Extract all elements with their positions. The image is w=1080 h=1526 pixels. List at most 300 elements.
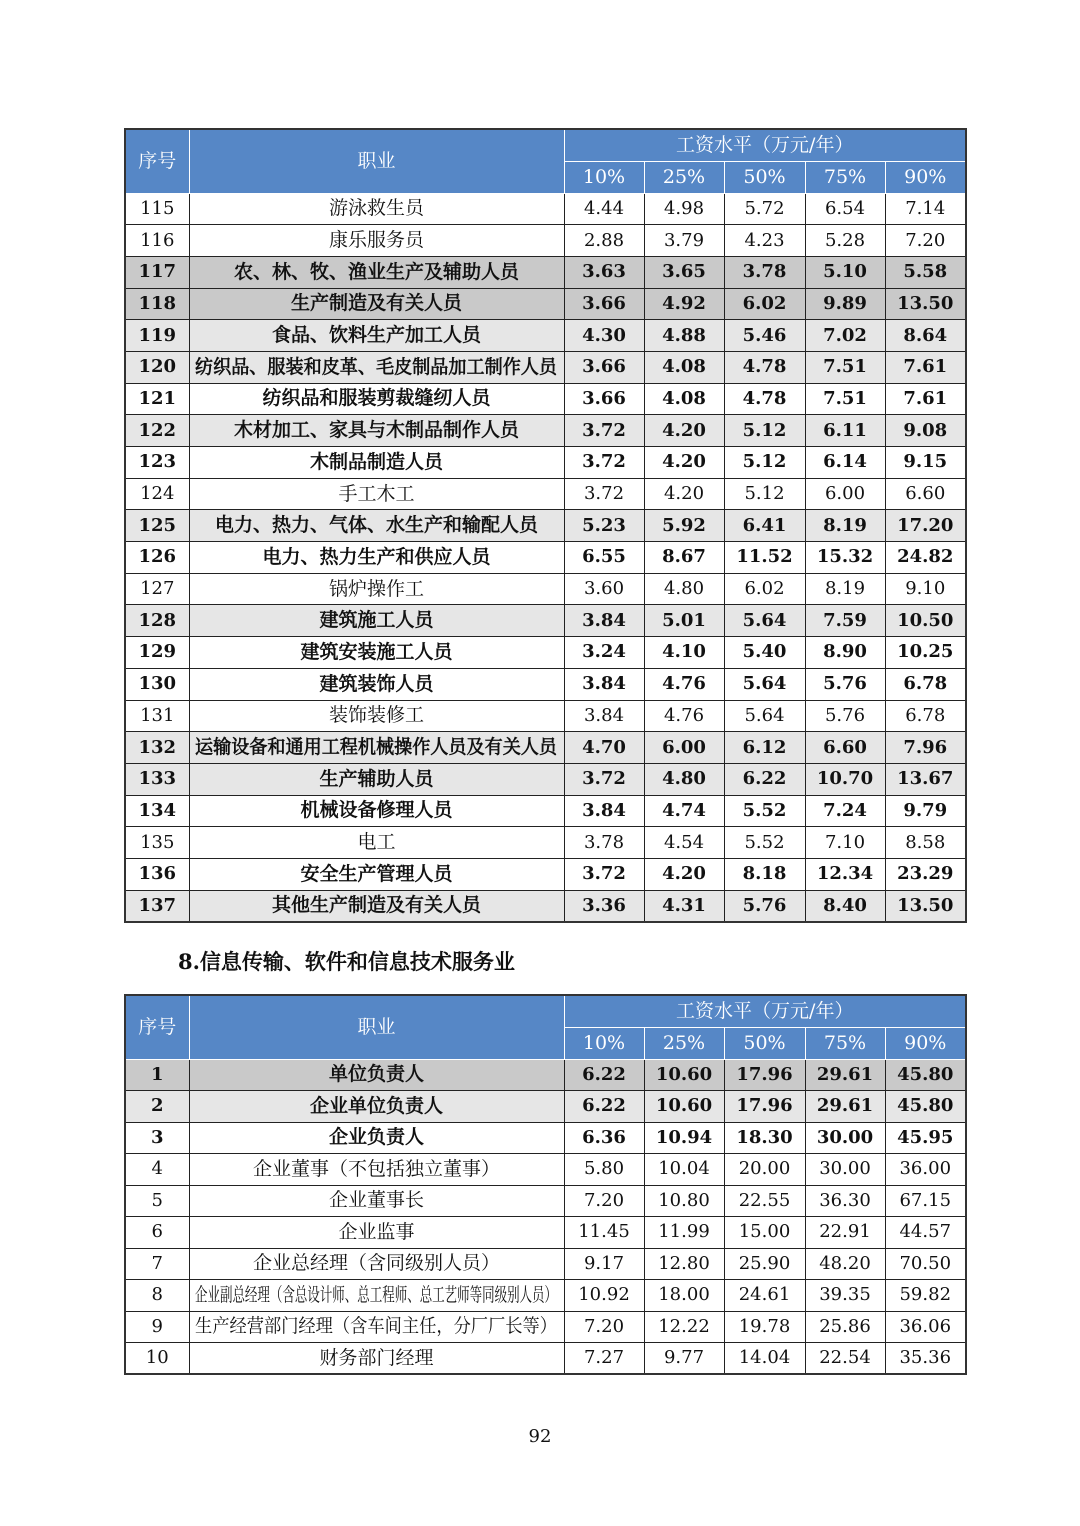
occupation-name: 企业董事长 xyxy=(328,1189,424,1212)
salary-p10: 4.70 xyxy=(564,732,644,764)
occupation-cell xyxy=(189,288,564,320)
occupation-name: 企业负责人 xyxy=(328,1126,424,1149)
salary-p10: 3.66 xyxy=(564,351,644,383)
row-index: 10 xyxy=(125,1343,189,1375)
header-occupation: 职业 xyxy=(189,995,564,1059)
salary-p50: 5.52 xyxy=(724,795,805,827)
salary-p90: 70.50 xyxy=(885,1248,966,1280)
salary-p90: 44.57 xyxy=(885,1217,966,1249)
salary-p90: 45.80 xyxy=(885,1091,966,1123)
salary-p50: 5.76 xyxy=(724,890,805,922)
row-index: 120 xyxy=(125,351,189,383)
salary-p10: 3.84 xyxy=(564,700,644,732)
salary-p75: 22.54 xyxy=(805,1343,885,1375)
salary-p10: 5.80 xyxy=(564,1154,644,1186)
occupation-cell xyxy=(189,890,564,922)
salary-p50: 15.00 xyxy=(724,1217,805,1249)
salary-p75: 9.89 xyxy=(805,288,885,320)
salary-p25: 4.76 xyxy=(644,668,724,700)
occupation-name: 康乐服务员 xyxy=(328,229,424,252)
occupation-name: 企业副总经理（含总设计师、总工程师、总工艺师等同级别人员） xyxy=(195,1283,558,1306)
salary-p50: 5.12 xyxy=(724,447,805,479)
salary-p75: 29.61 xyxy=(805,1059,885,1091)
salary-p75: 48.20 xyxy=(805,1248,885,1280)
table-header xyxy=(125,995,966,1059)
salary-p75: 7.02 xyxy=(805,320,885,352)
occupation-cell xyxy=(189,447,564,479)
salary-p90: 9.10 xyxy=(885,573,966,605)
salary-p90: 13.50 xyxy=(885,890,966,922)
salary-p90: 35.36 xyxy=(885,1343,966,1375)
salary-p90: 8.64 xyxy=(885,320,966,352)
row-index: 2 xyxy=(125,1091,189,1123)
table-header xyxy=(125,129,966,193)
salary-p50: 5.46 xyxy=(724,320,805,352)
salary-p75: 6.54 xyxy=(805,193,885,225)
occupation-name: 纺织品和服装剪裁缝纫人员 xyxy=(262,387,491,410)
row-index: 122 xyxy=(125,415,189,447)
salary-p75: 8.19 xyxy=(805,573,885,605)
header-p90: 90% xyxy=(885,1027,966,1059)
table-row xyxy=(125,1248,966,1280)
salary-p75: 39.35 xyxy=(805,1280,885,1312)
salary-p50: 11.52 xyxy=(724,542,805,574)
salary-p75: 30.00 xyxy=(805,1122,885,1154)
row-index: 124 xyxy=(125,478,189,510)
header-p75: 75% xyxy=(805,1027,885,1059)
salary-p90: 36.06 xyxy=(885,1311,966,1343)
table-row xyxy=(125,478,966,510)
table-row xyxy=(125,225,966,257)
salary-p10: 4.30 xyxy=(564,320,644,352)
occupation-cell xyxy=(189,383,564,415)
salary-p75: 6.00 xyxy=(805,478,885,510)
salary-p75: 7.24 xyxy=(805,795,885,827)
occupation-name: 生产辅助人员 xyxy=(319,767,434,790)
occupation-cell xyxy=(189,193,564,225)
occupation-name: 建筑施工人员 xyxy=(319,609,434,632)
row-index: 9 xyxy=(125,1311,189,1343)
salary-p10: 3.36 xyxy=(564,890,644,922)
table-row xyxy=(125,795,966,827)
salary-table-manufacturing xyxy=(124,128,967,923)
salary-p75: 6.14 xyxy=(805,447,885,479)
occupation-name: 机械设备修理人员 xyxy=(300,799,453,822)
salary-p25: 10.04 xyxy=(644,1154,724,1186)
occupation-cell xyxy=(189,1343,564,1375)
occupation-cell xyxy=(189,700,564,732)
header-occupation: 职业 xyxy=(189,129,564,193)
table-row xyxy=(125,383,966,415)
table-row xyxy=(125,1059,966,1091)
header-index: 序号 xyxy=(125,129,189,193)
salary-p75: 5.76 xyxy=(805,700,885,732)
occupation-cell xyxy=(189,1248,564,1280)
salary-p25: 10.60 xyxy=(644,1059,724,1091)
row-index: 131 xyxy=(125,700,189,732)
salary-p50: 5.12 xyxy=(724,415,805,447)
salary-p25: 10.80 xyxy=(644,1185,724,1217)
occupation-cell xyxy=(189,225,564,257)
occupation-cell xyxy=(189,732,564,764)
occupation-name: 运输设备和通用工程机械操作人员及有关人员 xyxy=(195,736,558,759)
salary-p25: 8.67 xyxy=(644,542,724,574)
table-row xyxy=(125,890,966,922)
header-p25: 25% xyxy=(644,161,724,193)
row-index: 5 xyxy=(125,1185,189,1217)
occupation-name: 手工木工 xyxy=(338,482,415,505)
salary-p90: 7.14 xyxy=(885,193,966,225)
salary-p75: 8.19 xyxy=(805,510,885,542)
salary-p90: 45.80 xyxy=(885,1059,966,1091)
salary-p90: 17.20 xyxy=(885,510,966,542)
salary-p75: 25.86 xyxy=(805,1311,885,1343)
occupation-cell xyxy=(189,637,564,669)
salary-p75: 5.76 xyxy=(805,668,885,700)
occupation-name: 游泳救生员 xyxy=(328,197,424,220)
salary-p75: 7.51 xyxy=(805,351,885,383)
occupation-cell xyxy=(189,415,564,447)
salary-p25: 4.08 xyxy=(644,351,724,383)
occupation-cell xyxy=(189,1217,564,1249)
salary-p75: 12.34 xyxy=(805,858,885,890)
salary-p10: 6.55 xyxy=(564,542,644,574)
salary-p90: 10.25 xyxy=(885,637,966,669)
table-row xyxy=(125,320,966,352)
table-row xyxy=(125,668,966,700)
row-index: 133 xyxy=(125,763,189,795)
salary-p50: 20.00 xyxy=(724,1154,805,1186)
occupation-cell xyxy=(189,573,564,605)
salary-p50: 4.23 xyxy=(724,225,805,257)
salary-p10: 5.23 xyxy=(564,510,644,542)
salary-p50: 22.55 xyxy=(724,1185,805,1217)
salary-p50: 8.18 xyxy=(724,858,805,890)
header-p10: 10% xyxy=(564,161,644,193)
occupation-name: 企业单位负责人 xyxy=(309,1094,443,1117)
row-index: 132 xyxy=(125,732,189,764)
salary-p25: 4.20 xyxy=(644,478,724,510)
occupation-name: 木制品制造人员 xyxy=(309,450,443,473)
salary-p90: 6.78 xyxy=(885,700,966,732)
salary-p25: 9.77 xyxy=(644,1343,724,1375)
occupation-name: 企业总经理（含同级别人员） xyxy=(252,1252,500,1275)
section-title: 8.信息传输、软件和信息技术服务业 xyxy=(178,949,515,974)
salary-p25: 4.08 xyxy=(644,383,724,415)
salary-p25: 10.94 xyxy=(644,1122,724,1154)
row-index: 135 xyxy=(125,827,189,859)
occupation-name: 木材加工、家具与木制品制作人员 xyxy=(233,419,519,442)
row-index: 128 xyxy=(125,605,189,637)
table-row xyxy=(125,1122,966,1154)
row-index: 125 xyxy=(125,510,189,542)
salary-p90: 5.58 xyxy=(885,256,966,288)
salary-p50: 17.96 xyxy=(724,1091,805,1123)
salary-p10: 3.84 xyxy=(564,795,644,827)
page-number: 92 xyxy=(528,1426,552,1447)
table-row xyxy=(125,1311,966,1343)
salary-p25: 4.98 xyxy=(644,193,724,225)
salary-p25: 6.00 xyxy=(644,732,724,764)
header-salary-level: 工资水平（万元/年） xyxy=(564,995,966,1027)
salary-p90: 8.58 xyxy=(885,827,966,859)
salary-p90: 13.50 xyxy=(885,288,966,320)
table-row xyxy=(125,573,966,605)
salary-p10: 9.17 xyxy=(564,1248,644,1280)
salary-p25: 12.22 xyxy=(644,1311,724,1343)
salary-p50: 6.02 xyxy=(724,573,805,605)
row-index: 134 xyxy=(125,795,189,827)
salary-p75: 8.40 xyxy=(805,890,885,922)
row-index: 4 xyxy=(125,1154,189,1186)
salary-p50: 6.12 xyxy=(724,732,805,764)
salary-p10: 3.66 xyxy=(564,288,644,320)
occupation-cell xyxy=(189,256,564,288)
salary-p75: 22.91 xyxy=(805,1217,885,1249)
salary-p90: 67.15 xyxy=(885,1185,966,1217)
row-index: 1 xyxy=(125,1059,189,1091)
table-row xyxy=(125,1154,966,1186)
occupation-cell xyxy=(189,351,564,383)
salary-p25: 4.31 xyxy=(644,890,724,922)
salary-p50: 6.41 xyxy=(724,510,805,542)
occupation-cell xyxy=(189,1280,564,1312)
salary-p90: 45.95 xyxy=(885,1122,966,1154)
salary-p50: 5.72 xyxy=(724,193,805,225)
salary-p10: 3.78 xyxy=(564,827,644,859)
occupation-name: 生产制造及有关人员 xyxy=(290,292,462,315)
salary-p90: 9.15 xyxy=(885,447,966,479)
table-row xyxy=(125,605,966,637)
occupation-cell xyxy=(189,605,564,637)
salary-p25: 4.92 xyxy=(644,288,724,320)
table-row xyxy=(125,193,966,225)
salary-p50: 3.78 xyxy=(724,256,805,288)
table-row xyxy=(125,763,966,795)
occupation-cell xyxy=(189,1154,564,1186)
header-salary-level: 工资水平（万元/年） xyxy=(564,129,966,161)
salary-p10: 3.66 xyxy=(564,383,644,415)
salary-p10: 3.60 xyxy=(564,573,644,605)
occupation-cell xyxy=(189,858,564,890)
table-row xyxy=(125,1280,966,1312)
salary-p25: 4.20 xyxy=(644,415,724,447)
header-p90: 90% xyxy=(885,161,966,193)
salary-p90: 7.96 xyxy=(885,732,966,764)
salary-p10: 6.22 xyxy=(564,1091,644,1123)
salary-p75: 36.30 xyxy=(805,1185,885,1217)
salary-p10: 3.84 xyxy=(564,605,644,637)
row-index: 123 xyxy=(125,447,189,479)
occupation-name: 装饰装修工 xyxy=(328,704,424,727)
salary-p50: 5.40 xyxy=(724,637,805,669)
salary-p10: 3.72 xyxy=(564,763,644,795)
salary-p10: 3.84 xyxy=(564,668,644,700)
salary-p50: 5.64 xyxy=(724,700,805,732)
salary-p50: 17.96 xyxy=(724,1059,805,1091)
row-index: 127 xyxy=(125,573,189,605)
salary-p10: 4.44 xyxy=(564,193,644,225)
salary-p75: 8.90 xyxy=(805,637,885,669)
table-row xyxy=(125,1343,966,1375)
salary-p10: 3.72 xyxy=(564,478,644,510)
table-body xyxy=(125,193,966,922)
salary-p75: 30.00 xyxy=(805,1154,885,1186)
row-index: 136 xyxy=(125,858,189,890)
table-row xyxy=(125,700,966,732)
salary-p90: 10.50 xyxy=(885,605,966,637)
row-index: 119 xyxy=(125,320,189,352)
salary-p90: 13.67 xyxy=(885,763,966,795)
row-index: 137 xyxy=(125,890,189,922)
salary-p25: 4.20 xyxy=(644,447,724,479)
header-row-top xyxy=(125,995,966,1027)
salary-p50: 18.30 xyxy=(724,1122,805,1154)
salary-p10: 7.27 xyxy=(564,1343,644,1375)
salary-p25: 3.79 xyxy=(644,225,724,257)
salary-p10: 3.72 xyxy=(564,447,644,479)
occupation-cell xyxy=(189,542,564,574)
table-row xyxy=(125,732,966,764)
occupation-name: 食品、饮料生产加工人员 xyxy=(271,324,481,347)
salary-p75: 5.10 xyxy=(805,256,885,288)
table-row xyxy=(125,510,966,542)
table-row xyxy=(125,1185,966,1217)
salary-p50: 6.22 xyxy=(724,763,805,795)
occupation-cell xyxy=(189,763,564,795)
salary-p10: 7.20 xyxy=(564,1185,644,1217)
salary-p50: 25.90 xyxy=(724,1248,805,1280)
header-p75: 75% xyxy=(805,161,885,193)
salary-p75: 7.10 xyxy=(805,827,885,859)
salary-p90: 9.08 xyxy=(885,415,966,447)
salary-p75: 7.59 xyxy=(805,605,885,637)
row-index: 117 xyxy=(125,256,189,288)
header-index: 序号 xyxy=(125,995,189,1059)
salary-p10: 3.72 xyxy=(564,415,644,447)
salary-p75: 10.70 xyxy=(805,763,885,795)
occupation-name: 财务部门经理 xyxy=(319,1346,434,1369)
table-row xyxy=(125,858,966,890)
salary-p25: 5.92 xyxy=(644,510,724,542)
salary-p90: 7.20 xyxy=(885,225,966,257)
occupation-cell xyxy=(189,1122,564,1154)
salary-p50: 5.64 xyxy=(724,605,805,637)
occupation-name: 安全生产管理人员 xyxy=(300,862,453,885)
salary-p25: 4.76 xyxy=(644,700,724,732)
salary-p90: 23.29 xyxy=(885,858,966,890)
salary-p50: 6.02 xyxy=(724,288,805,320)
salary-p50: 5.12 xyxy=(724,478,805,510)
header-row-top xyxy=(125,129,966,161)
salary-p10: 10.92 xyxy=(564,1280,644,1312)
salary-p25: 11.99 xyxy=(644,1217,724,1249)
salary-p25: 4.10 xyxy=(644,637,724,669)
occupation-cell xyxy=(189,827,564,859)
occupation-name: 企业董事（不包括独立董事） xyxy=(252,1157,500,1180)
occupation-name: 电力、热力、气体、水生产和输配人员 xyxy=(214,514,538,537)
table-row xyxy=(125,542,966,574)
salary-p25: 5.01 xyxy=(644,605,724,637)
salary-p50: 4.78 xyxy=(724,351,805,383)
salary-p75: 6.60 xyxy=(805,732,885,764)
salary-p25: 10.60 xyxy=(644,1091,724,1123)
salary-p50: 5.52 xyxy=(724,827,805,859)
salary-p90: 6.60 xyxy=(885,478,966,510)
salary-p90: 59.82 xyxy=(885,1280,966,1312)
salary-p50: 19.78 xyxy=(724,1311,805,1343)
salary-p10: 3.24 xyxy=(564,637,644,669)
occupation-cell xyxy=(189,1185,564,1217)
salary-p25: 4.20 xyxy=(644,858,724,890)
occupation-cell xyxy=(189,795,564,827)
table-row xyxy=(125,447,966,479)
salary-p25: 18.00 xyxy=(644,1280,724,1312)
table-row xyxy=(125,351,966,383)
row-index: 8 xyxy=(125,1280,189,1312)
occupation-name: 农、林、牧、渔业生产及辅助人员 xyxy=(233,260,519,283)
salary-p90: 7.61 xyxy=(885,351,966,383)
table-body xyxy=(125,1059,966,1374)
occupation-name: 电力、热力生产和供应人员 xyxy=(262,545,491,568)
salary-p90: 6.78 xyxy=(885,668,966,700)
occupation-cell xyxy=(189,1059,564,1091)
header-p50: 50% xyxy=(724,161,805,193)
salary-p10: 11.45 xyxy=(564,1217,644,1249)
row-index: 115 xyxy=(125,193,189,225)
occupation-name: 锅炉操作工 xyxy=(328,577,424,600)
salary-p10: 7.20 xyxy=(564,1311,644,1343)
salary-table-it-services xyxy=(124,994,967,1375)
salary-p75: 7.51 xyxy=(805,383,885,415)
salary-p50: 14.04 xyxy=(724,1343,805,1375)
table-row xyxy=(125,827,966,859)
row-index: 129 xyxy=(125,637,189,669)
salary-p75: 6.11 xyxy=(805,415,885,447)
salary-p50: 24.61 xyxy=(724,1280,805,1312)
salary-p90: 9.79 xyxy=(885,795,966,827)
salary-p10: 6.22 xyxy=(564,1059,644,1091)
occupation-cell xyxy=(189,668,564,700)
salary-p10: 3.63 xyxy=(564,256,644,288)
table-row xyxy=(125,415,966,447)
header-p10: 10% xyxy=(564,1027,644,1059)
occupation-cell xyxy=(189,510,564,542)
table-row xyxy=(125,637,966,669)
row-index: 126 xyxy=(125,542,189,574)
salary-p10: 2.88 xyxy=(564,225,644,257)
row-index: 130 xyxy=(125,668,189,700)
header-p25: 25% xyxy=(644,1027,724,1059)
table-row xyxy=(125,1217,966,1249)
occupation-name: 企业监事 xyxy=(338,1220,415,1243)
salary-p25: 4.80 xyxy=(644,763,724,795)
header-p50: 50% xyxy=(724,1027,805,1059)
salary-p25: 4.88 xyxy=(644,320,724,352)
row-index: 116 xyxy=(125,225,189,257)
salary-p10: 6.36 xyxy=(564,1122,644,1154)
occupation-cell xyxy=(189,320,564,352)
row-index: 121 xyxy=(125,383,189,415)
row-index: 7 xyxy=(125,1248,189,1280)
salary-p75: 15.32 xyxy=(805,542,885,574)
occupation-name: 纺织品、服装和皮革、毛皮制品加工制作人员 xyxy=(195,355,558,378)
salary-p75: 5.28 xyxy=(805,225,885,257)
occupation-cell xyxy=(189,1311,564,1343)
salary-p25: 3.65 xyxy=(644,256,724,288)
salary-p25: 4.80 xyxy=(644,573,724,605)
row-index: 6 xyxy=(125,1217,189,1249)
